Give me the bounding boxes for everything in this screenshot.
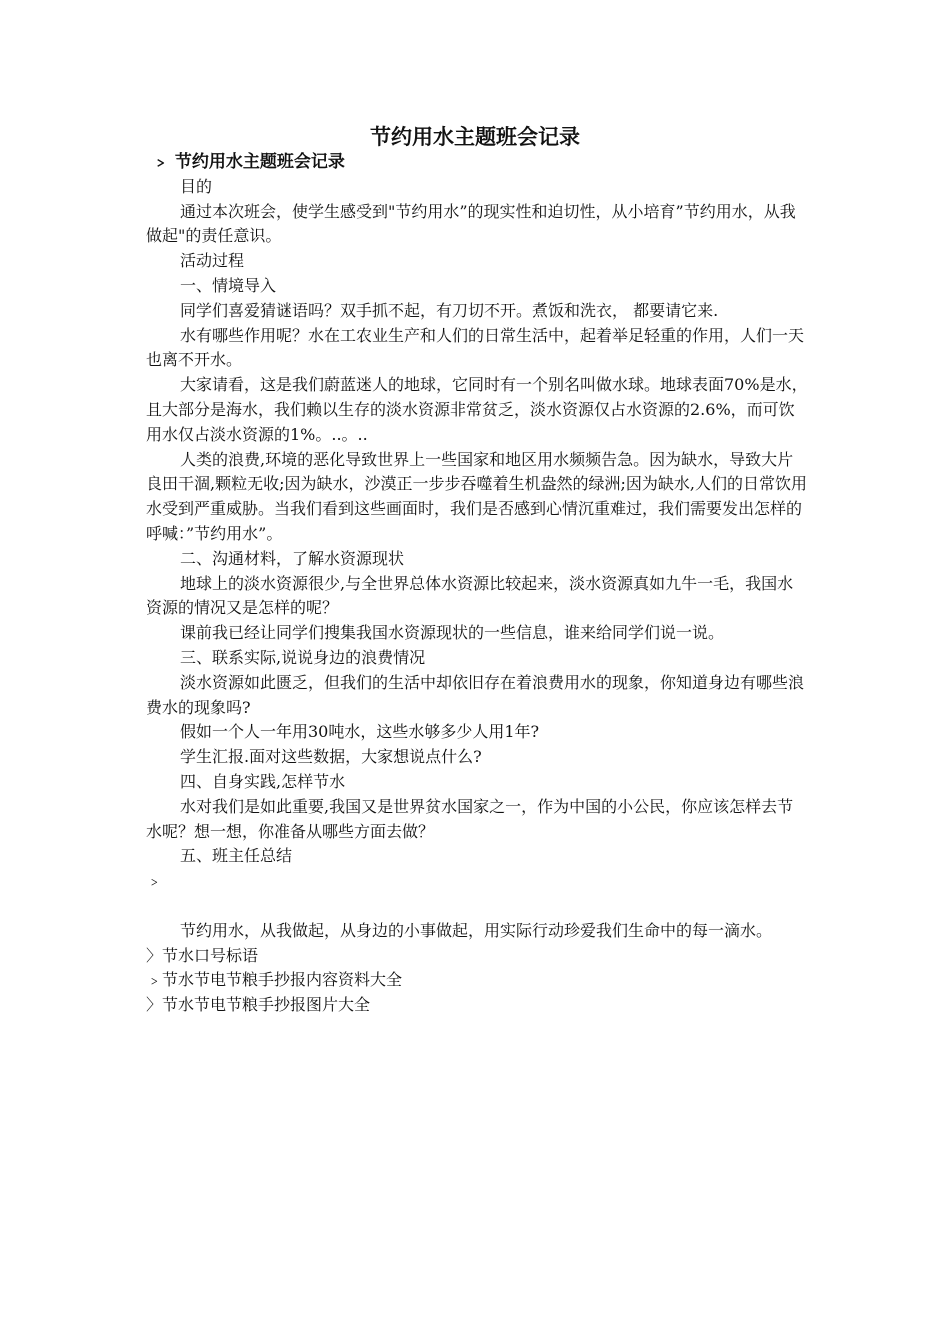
paragraph: 淡水资源如此匮乏，但我们的生活中却依旧存在着浪费用水的现象，你知道身边有哪些浪费水的现象吗? bbox=[146, 672, 805, 717]
paragraph: 三、联系实际,说说身边的浪费情况 bbox=[180, 647, 426, 667]
document-title: 节约用水主题班会记录 bbox=[370, 124, 580, 149]
paragraph: 学生汇报.面对这些数据，大家想说点什么? bbox=[180, 747, 482, 767]
paragraph: 目的 bbox=[180, 176, 213, 196]
related-link[interactable]: 〉节水口号标语 bbox=[146, 945, 259, 965]
related-link[interactable]: 〉节水节电节粮手抄报图片大全 bbox=[146, 995, 371, 1015]
paragraph: 地球上的淡水资源很少,与全世界总体水资源比较起来，淡水资源真如九牛一毛，我国水资源的情况又是怎样的呢？ bbox=[146, 573, 794, 618]
paragraph: 水对我们是如此重要,我国又是世界贫水国家之一，作为中国的小公民，你应该怎样去节水呢？想一想，你准备从哪些方面去做？ bbox=[146, 796, 794, 841]
document-body bbox=[146, 150, 808, 1018]
closing-paragraph: 节约用水，从我做起，从身边的小事做起，用实际行动珍爱我们生命中的每一滴水。 bbox=[180, 920, 773, 940]
paragraph: 通过本次班会，使学生感受到"节约用水”的现实性和迫切性，从小培育”节约用水，从我做起"的责任意识。 bbox=[146, 201, 796, 246]
blank-line bbox=[146, 894, 808, 919]
paragraph: 一、情境导入 bbox=[180, 275, 277, 295]
paragraph: 水有哪些作用呢？水在工农业生产和人们的日常生活中，起着举足轻重的作用，人们一天也离不开水。 bbox=[146, 325, 805, 370]
paragraph: 大家请看，这是我们蔚蓝迷人的地球，它同时有一个别名叫做水球。地球表面70%是水，且大部分是海水，我们赖以生存的淡水资源非常贫乏，淡水资源仅占水资源的2.6%，而可饮用水仅占淡水资源的1%。..。.. bbox=[146, 375, 808, 444]
paragraph: 人类的浪费,环境的恶化导致世界上一些国家和地区用水频频告急。因为缺水，导致大片良田干涸,颗粒无收;因为缺水，沙漠正一步步吞噬着生机盎然的绿洲;因为缺水,人们的日常饮用水受到严重威胁。当我们看到这些画面时，我们是否感到心情沉重难过，我们需要发出怎样的呼喊：”节约用水”。 bbox=[146, 449, 807, 543]
arrow-marker: ﹥ bbox=[146, 871, 163, 891]
paragraph: 二、沟通材料，了解水资源现状 bbox=[180, 548, 405, 568]
paragraph: 五、班主任总结 bbox=[180, 846, 293, 866]
paragraph: 假如一个人一年用30吨水，这些水够多少人用1年? bbox=[180, 722, 540, 742]
related-link[interactable]: ﹥节水节电节粮手抄报内容资料大全 bbox=[146, 970, 403, 990]
paragraph: 同学们喜爱猜谜语吗？双手抓不起，有刀切不开。煮饭和洗衣， 都要请它来. bbox=[180, 300, 719, 320]
paragraph: 活动过程 bbox=[180, 251, 245, 271]
paragraph: 课前我已经让同学们搜集我国水资源现状的一些信息，谁来给同学们说一说。 bbox=[180, 623, 725, 643]
section-heading: ﹥ 节约用水主题班会记录 bbox=[152, 152, 345, 172]
paragraph: 四、自身实践,怎样节水 bbox=[180, 771, 346, 791]
